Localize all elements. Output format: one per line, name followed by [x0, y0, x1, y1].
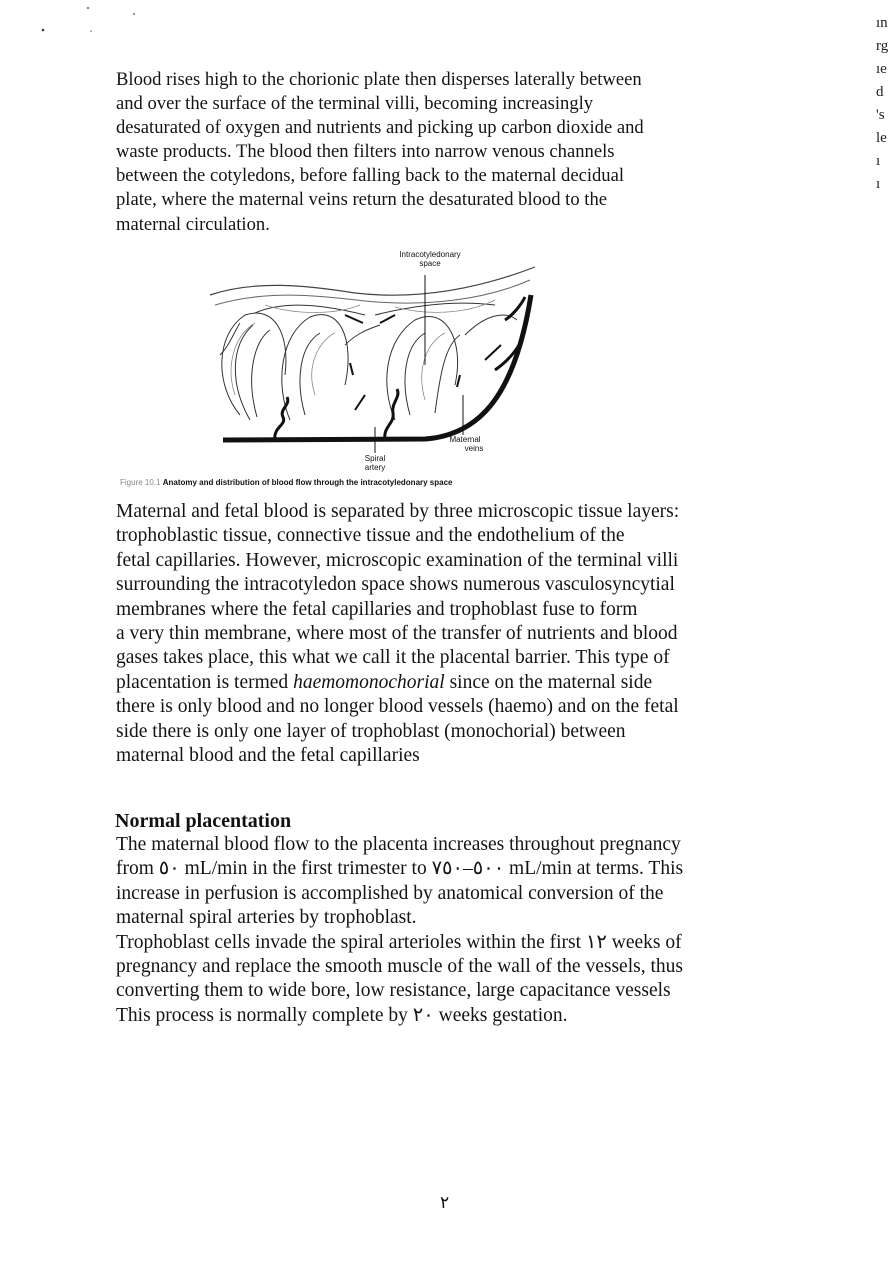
- text-line: trophoblastic tissue, connective tissue and the endothelium of the: [116, 525, 625, 547]
- margin-fragment: ı: [876, 153, 881, 169]
- margin-fragment: rg: [876, 38, 889, 54]
- margin-fragment: ın: [876, 15, 888, 31]
- text-line: membranes where the fetal capillaries and trophoblast fuse to form: [116, 598, 638, 620]
- label-text: veins: [464, 444, 484, 453]
- text-line: plate, where the maternal veins return the desaturated blood to the: [116, 189, 608, 211]
- margin-fragment: le: [876, 130, 887, 146]
- text-line: The maternal blood flow to the placenta increases throughout pregnancy: [116, 834, 681, 855]
- margin-fragment: 's: [876, 107, 885, 123]
- italic-term: haemomonochorial: [293, 671, 445, 693]
- text-line: [116, 671, 776, 695]
- text-line: This process is normally complete by ٢٠ weeks gestation.: [116, 1004, 568, 1026]
- text-line: increase in perfusion is accomplished by anatomical conversion of the: [116, 882, 664, 904]
- scan-specks: [0, 0, 150, 40]
- margin-fragment: ı: [876, 176, 881, 192]
- text-line: Maternal and fetal blood is separated by three microscopic tissue layers:: [116, 501, 680, 522]
- text-line: maternal spiral arteries by trophoblast.: [116, 907, 417, 929]
- section-heading: Normal placentation: [115, 810, 292, 832]
- text-line: maternal blood and the fetal capillaries: [116, 745, 420, 767]
- label-spiral-artery: [350, 454, 400, 472]
- placenta-blood-flow-figure: [195, 245, 545, 480]
- text-line: pregnancy and replace the smooth muscle of the wall of the vessels, thus: [116, 956, 683, 978]
- text-line: Trophoblast cells invade the spiral arterioles within the first ١٢ weeks of: [116, 931, 682, 953]
- text-line: from ٥٠ mL/min in the first trimester to ٥٠٠–٧٥٠ mL/min at terms. This: [116, 858, 684, 880]
- text-line: and over the surface of the terminal villi, becoming increasingly: [116, 93, 594, 115]
- text-line: gases takes place, this what we call it the placental barrier. This type of: [116, 647, 670, 669]
- margin-fragment: ıe: [876, 61, 887, 77]
- paragraph-tissue-layers: [116, 500, 776, 768]
- label-maternal-veins: [435, 435, 495, 453]
- text-line: waste products. The blood then filters into narrow venous channels: [116, 141, 615, 163]
- text-fragment: placentation is termed: [116, 671, 294, 693]
- paragraph-blood-flow: [116, 68, 776, 237]
- label-text: Maternal: [449, 435, 481, 444]
- text-fragment: since on the maternal side: [444, 671, 653, 693]
- label-intracotyledonary-space: [375, 250, 485, 268]
- label-text: Spiral: [364, 454, 386, 463]
- figure-caption: [120, 478, 453, 487]
- caption-text: Anatomy and distribution of blood flow through the intracotyledonary space: [162, 478, 453, 487]
- text-line: maternal circulation.: [116, 213, 270, 235]
- text-line: desaturated of oxygen and nutrients and picking up carbon dioxide and: [116, 117, 644, 139]
- paragraph-normal-placentation: [116, 833, 776, 1028]
- label-text: space: [419, 259, 441, 268]
- adjacent-page-margin: [876, 12, 893, 196]
- page-number: ٢: [440, 1193, 450, 1212]
- text-line: Blood rises high to the chorionic plate then disperses laterally between: [116, 69, 642, 90]
- label-text: Intracotyledonary: [399, 250, 461, 259]
- caption-number: Figure 10.1: [120, 478, 161, 487]
- text-line: there is only blood and no longer blood vessels (haemo) and on the fetal: [116, 696, 679, 718]
- margin-fragment: d: [876, 84, 884, 100]
- text-line: a very thin membrane, where most of the transfer of nutrients and blood: [116, 623, 678, 645]
- label-text: artery: [364, 463, 386, 472]
- text-line: fetal capillaries. However, microscopic examination of the terminal villi: [116, 549, 679, 571]
- text-line: between the cotyledons, before falling back to the maternal decidual: [116, 165, 625, 187]
- text-line: surrounding the intracotyledon space shows numerous vasculosyncytial: [116, 574, 675, 596]
- text-line: side there is only one layer of trophoblast (monochorial) between: [116, 720, 626, 742]
- text-line: converting them to wide bore, low resistance, large capacitance vessels: [116, 980, 671, 1002]
